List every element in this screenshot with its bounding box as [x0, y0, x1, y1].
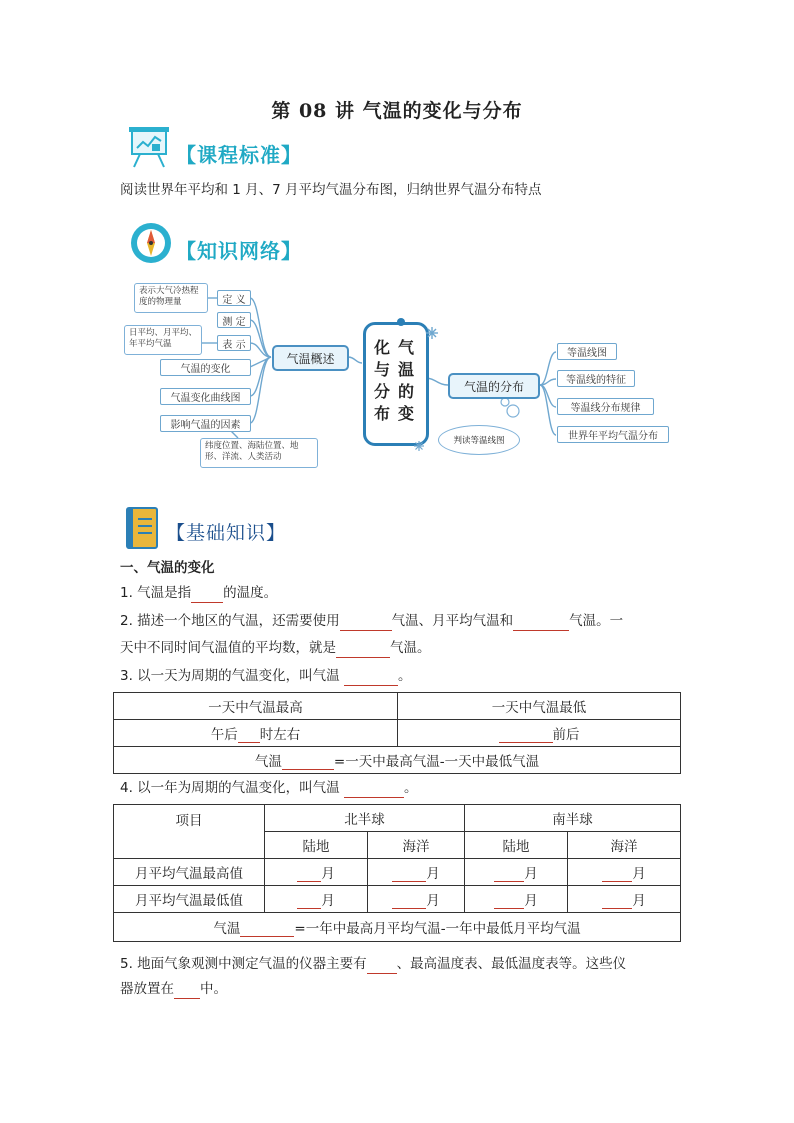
compass-icon — [130, 222, 172, 264]
mm-item-measure: 测 定 — [217, 312, 251, 328]
answer-blank[interactable] — [336, 643, 390, 658]
network-heading: 【知识网络】 — [176, 239, 302, 263]
mm-item-world-temp: 世界年平均气温分布 — [557, 426, 669, 443]
table-header: 北半球 — [265, 805, 465, 832]
mm-item-temp-curve: 气温变化曲线图 — [160, 388, 251, 405]
mm-item-definition: 定 义 — [217, 290, 251, 306]
answer-blank[interactable] — [499, 728, 553, 743]
mm-item-isotherm-rules: 等温线分布规律 — [557, 398, 654, 415]
table-header: 陆地 — [465, 832, 568, 859]
answer-blank[interactable] — [392, 867, 426, 882]
mm-center-box — [363, 322, 429, 446]
answer-blank[interactable] — [367, 959, 397, 974]
mm-center-col1: 化与分布 — [374, 338, 391, 423]
curriculum-text: 阅读世界年平均和 1 月、7 月平均气温分布图，归纳世界气温分布特点 — [120, 182, 542, 198]
answer-blank[interactable] — [238, 728, 260, 743]
answer-blank[interactable] — [297, 867, 321, 882]
question-3: 3. 以一天为周期的气温变化，叫气温 。 — [120, 668, 412, 684]
curriculum-heading: 【课程标准】 — [176, 143, 302, 167]
snowflake-icon — [413, 440, 425, 452]
table-row-label: 月平均气温最低值 — [114, 886, 265, 913]
basics-heading: 【基础知识】 — [166, 522, 287, 544]
table-cell: 月 — [265, 859, 368, 886]
mm-item-isotherm-features: 等温线的特征 — [557, 370, 635, 387]
answer-blank[interactable] — [191, 588, 223, 603]
answer-blank[interactable] — [174, 984, 200, 999]
mm-note-representation: 日平均、月平均、年平均气温 — [124, 325, 202, 355]
table-header: 项目 — [114, 805, 265, 859]
table-cell: 月 — [465, 886, 568, 913]
question-5-line1: 5. 地面气象观测中测定气温的仪器主要有 、最高温度表、最低温度表等。这些仪 — [120, 956, 627, 972]
mm-temp-overview: 气温概述 — [272, 345, 349, 371]
answer-blank[interactable] — [602, 867, 632, 882]
question-2-line2: 天中不同时间气温值的平均数，就是 气温。 — [120, 640, 431, 656]
table-cell: 前后 — [398, 720, 681, 747]
table-row-label: 月平均气温最高值 — [114, 859, 265, 886]
table-cell: 月 — [265, 886, 368, 913]
mm-center-col2: 气温的变 — [398, 338, 415, 423]
table-cell: 月 — [368, 886, 465, 913]
dot-icon — [395, 316, 407, 328]
mm-temp-distribution: 气温的分布 — [448, 373, 540, 399]
answer-blank[interactable] — [340, 616, 392, 631]
mm-read-isotherm: 判读等温线图 — [438, 425, 520, 455]
question-4: 4. 以一年为周期的气温变化，叫气温 。 — [120, 780, 418, 796]
basics-subheading: 一、气温的变化 — [120, 560, 215, 576]
answer-blank[interactable] — [494, 867, 524, 882]
mm-item-temp-factors: 影响气温的因素 — [160, 415, 251, 432]
answer-blank[interactable] — [240, 922, 294, 937]
mm-item-temp-change: 气温的变化 — [160, 359, 251, 376]
mm-note-factors: 纬度位置、海陆位置、地形、洋流、人类活动 — [200, 438, 318, 468]
table-header: 海洋 — [368, 832, 465, 859]
table-cell: 月 — [465, 859, 568, 886]
question-5-line2: 器放置在 中。 — [120, 981, 227, 997]
table-header: 南半球 — [465, 805, 681, 832]
answer-blank[interactable] — [344, 783, 404, 798]
answer-blank[interactable] — [344, 671, 398, 686]
mm-note-definition: 表示大气冷热程度的物理量 — [134, 283, 208, 313]
table-cell: 月 — [568, 859, 681, 886]
table-header: 一天中气温最低 — [398, 693, 681, 720]
table-cell: 月 — [568, 886, 681, 913]
answer-blank[interactable] — [494, 894, 524, 909]
notebook-icon — [125, 506, 161, 552]
answer-blank[interactable] — [392, 894, 426, 909]
table-cell: 月 — [368, 859, 465, 886]
daily-temp-table — [113, 692, 681, 774]
answer-blank[interactable] — [282, 755, 334, 770]
page-title: 第 08 讲 气温的变化与分布 — [271, 100, 523, 122]
answer-blank[interactable] — [513, 616, 569, 631]
snowflake-icon — [425, 326, 439, 340]
table-header: 海洋 — [568, 832, 681, 859]
question-1: 1. 气温是指 的温度。 — [120, 585, 278, 601]
question-2-line1: 2. 描述一个地区的气温，还需要使用 气温、月平均气温和 气温。一 — [120, 613, 624, 629]
mm-item-represent: 表 示 — [217, 335, 251, 351]
table-formula: 气温 =一年中最高月平均气温-一年中最低月平均气温 — [114, 913, 681, 942]
annual-temp-table — [113, 804, 681, 942]
table-header: 陆地 — [265, 832, 368, 859]
answer-blank[interactable] — [297, 894, 321, 909]
table-cell: 午后 时左右 — [114, 720, 398, 747]
table-formula: 气温 =一天中最高气温-一天中最低气温 — [114, 747, 681, 774]
easel-icon — [128, 126, 170, 168]
mm-item-isotherm-map: 等温线图 — [557, 343, 617, 360]
table-header: 一天中气温最高 — [114, 693, 398, 720]
answer-blank[interactable] — [602, 894, 632, 909]
